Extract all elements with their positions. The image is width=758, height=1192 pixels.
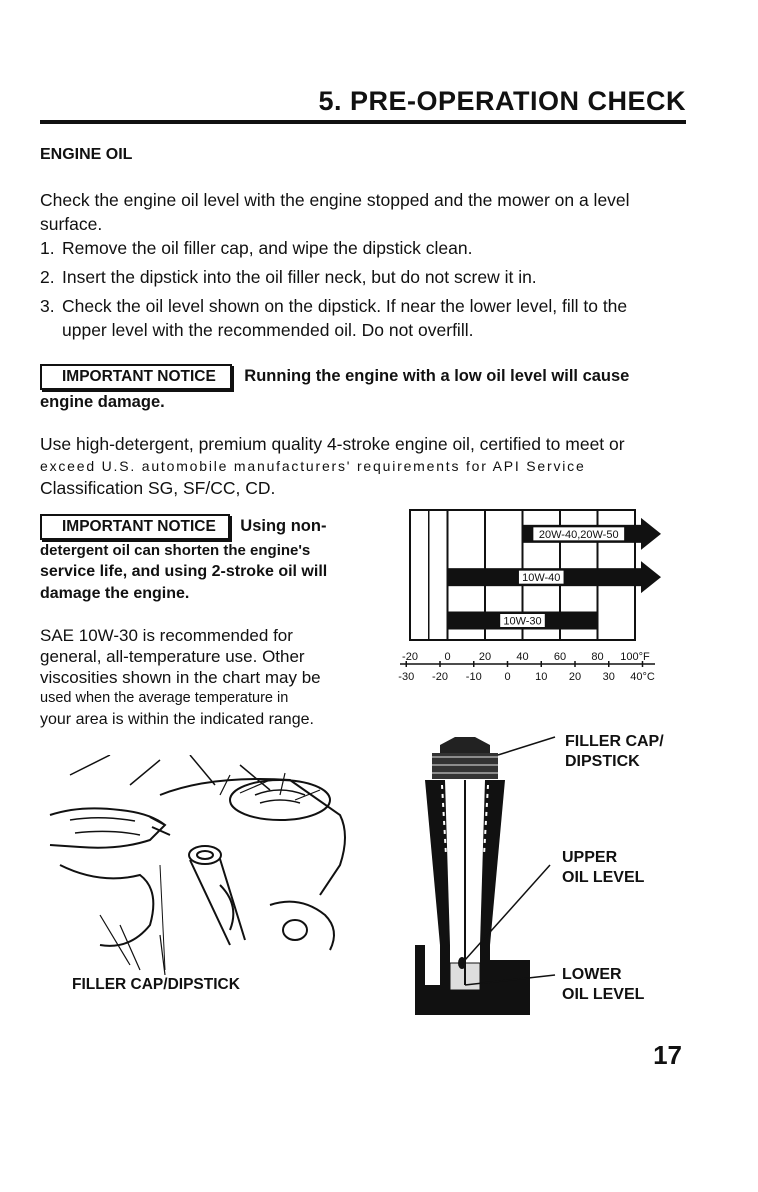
step-text: Remove the oil filler cap, and wipe the dipstick clean. — [62, 238, 473, 258]
chart-bar-arrow — [641, 518, 661, 550]
chart-tick-label-c: -30 — [398, 671, 415, 683]
header-rule — [40, 120, 686, 124]
chart-bar-label: 10W-40 — [522, 572, 561, 585]
chart-tick-label-c: 10 — [535, 671, 548, 683]
oil-spec-line: Use high-detergent, premium quality 4-stroke engine oil, certified to meet or — [40, 434, 625, 454]
notice-text: detergent oil can shorten the engine's — [40, 542, 311, 559]
label-upper-oil-level — [562, 848, 644, 888]
notice-text: service life, and using 2-stroke oil will — [40, 563, 328, 580]
chart-bar-label: 20W-40,20W-50 — [538, 528, 619, 541]
sae-line: SAE 10W-30 is recommended for — [40, 626, 293, 645]
chart-bar-label: 10W-30 — [503, 615, 542, 628]
step-line: upper level with the recommended oil. Do not overfill. — [62, 320, 474, 340]
chart-tick-label-f: 0 — [444, 651, 451, 663]
chart-tick-label-f: 20 — [478, 651, 492, 663]
dipstick-diagram — [410, 735, 560, 1020]
important-notice-1 — [40, 364, 690, 414]
intro-paragraph — [40, 188, 690, 236]
sae-paragraph — [40, 625, 352, 730]
section-heading: ENGINE OIL — [40, 146, 133, 163]
label-filler-cap — [565, 732, 664, 772]
chart-bar-arrow — [641, 561, 661, 593]
notice-text: damage the engine. — [40, 585, 190, 602]
viscosity-chart — [380, 505, 680, 690]
step-text — [62, 294, 687, 342]
chart-tick-label-f: 100°F — [620, 651, 650, 663]
page-number: 17 — [653, 1040, 682, 1070]
chart-tick-label-c: 20 — [568, 671, 582, 683]
oil-spec-line: Classification SG, SF/CC, CD. — [40, 478, 276, 498]
oil-spec-paragraph — [40, 432, 688, 500]
sae-line: general, all-temperature use. Other — [40, 647, 305, 666]
label-lower-oil-level — [562, 965, 644, 1005]
step-text: Insert the dipstick into the oil filler neck, but do not screw it in. — [62, 267, 537, 287]
chart-tick-label-f: 60 — [553, 651, 567, 663]
intro-line: Check the engine oil level with the engine stopped and the mower on a level — [40, 190, 630, 210]
step-number: 1. — [40, 238, 55, 258]
left-figure-caption: FILLER CAP/DIPSTICK — [72, 976, 240, 993]
chart-tick-label-f: 80 — [591, 651, 604, 663]
chart-tick-label-c: 0 — [504, 671, 511, 683]
step-item — [40, 265, 690, 289]
page-title: 5. PRE-OPERATION CHECK — [318, 86, 686, 116]
notice-text: Running the engine with a low oil level will cause — [244, 367, 630, 385]
notice-label: IMPORTANT NOTICE — [40, 364, 232, 390]
step-number: 2. — [40, 267, 55, 287]
label-line: LOWER — [562, 966, 622, 983]
label-line: OIL LEVEL — [562, 869, 645, 886]
label-line: OIL LEVEL — [562, 986, 645, 1003]
sae-line: viscosities shown in the chart may be — [40, 668, 321, 687]
important-notice-2 — [40, 514, 352, 605]
chart-tick-label-f: -20 — [402, 651, 418, 663]
step-number: 3. — [40, 296, 55, 316]
notice-text: Using non- — [240, 517, 327, 535]
label-line: UPPER — [562, 849, 618, 866]
chart-tick-label-f: 40 — [516, 651, 529, 663]
chart-tick-label-c: 40°C — [630, 671, 655, 683]
chart-tick-label-c: -20 — [432, 671, 448, 683]
oil-spec-line: exceed U.S. automobile manufacturers' requirements for API Service — [40, 458, 586, 474]
label-line: DIPSTICK — [565, 753, 640, 770]
step-line: Check the oil level shown on the dipstick. If near the lower level, fill to the — [62, 296, 628, 316]
step-item — [40, 294, 690, 342]
sae-line: used when the average temperature in — [40, 690, 289, 706]
intro-line: surface. — [40, 214, 103, 234]
chart-tick-label-c: 30 — [602, 671, 615, 683]
engine-illustration — [40, 755, 360, 975]
label-line: FILLER CAP/ — [565, 733, 664, 750]
notice-text: engine damage. — [40, 393, 165, 411]
chart-tick-label-c: -10 — [465, 671, 482, 683]
step-item — [40, 236, 690, 260]
notice-label: IMPORTANT NOTICE — [40, 514, 230, 540]
sae-line: your area is within the indicated range. — [40, 711, 314, 728]
